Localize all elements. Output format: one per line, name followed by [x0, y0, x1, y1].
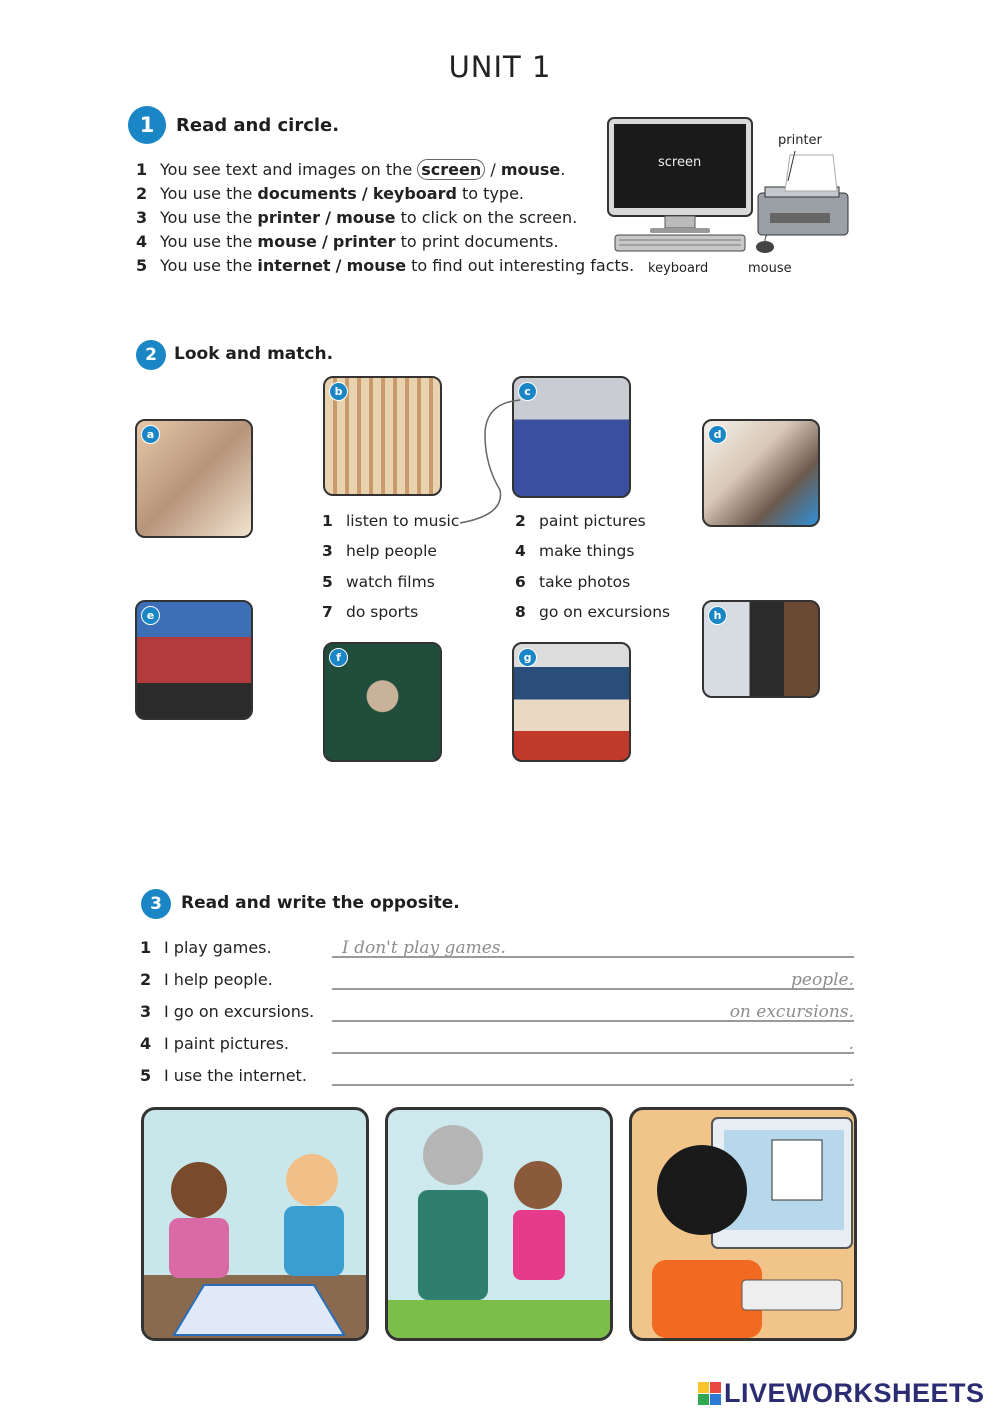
cartoon-helping-people — [385, 1107, 613, 1341]
photo-d[interactable]: d — [702, 419, 820, 527]
ex1-item-3: 3 You use the printer / mouse to click on the screen. — [136, 208, 578, 227]
option-1[interactable]: internet — [257, 256, 331, 275]
answer-input-5[interactable]: . — [332, 1064, 854, 1086]
exercise-2-heading: Look and match. — [174, 344, 334, 364]
computer-illustration — [605, 115, 865, 285]
circled-answer[interactable]: screen — [417, 159, 485, 180]
ex1-item-4: 4 You use the mouse / printer to print documents. — [136, 232, 559, 251]
photo-h[interactable]: h — [702, 600, 820, 698]
answer-input-3[interactable]: on excursions. — [332, 1000, 854, 1022]
photo-f[interactable]: f — [323, 642, 442, 762]
brand-name: LIVEWORKSHEETS — [724, 1378, 985, 1408]
match-item-2: 2 paint pictures — [515, 512, 646, 530]
answer-input-2[interactable]: people. — [332, 968, 854, 990]
match-item-1: 1 listen to music — [322, 512, 460, 530]
exercise-3-heading: Read and write the opposite. — [181, 893, 460, 913]
photo-g[interactable]: g — [512, 642, 631, 762]
match-item-4: 4 make things — [515, 542, 635, 560]
page-title: UNIT 1 — [448, 50, 552, 84]
ex3-item-3: 3 I go on excursions. — [140, 1002, 315, 1021]
option-2[interactable]: mouse — [336, 208, 396, 227]
printer-label: printer — [778, 133, 822, 148]
match-item-5: 5 watch films — [322, 573, 435, 591]
photo-e[interactable]: e — [135, 600, 253, 720]
ex1-item-5: 5 You use the internet / mouse to find out interesting facts. — [136, 256, 635, 275]
photo-a[interactable]: a — [135, 419, 253, 538]
ex3-item-2: 2 I help people. — [140, 970, 273, 989]
match-line — [455, 395, 535, 530]
ex3-item-4: 4 I paint pictures. — [140, 1034, 290, 1053]
exercise-3-badge: 3 — [141, 889, 171, 919]
exercise-1-heading: Read and circle. — [176, 115, 340, 136]
keyboard-label: keyboard — [648, 261, 709, 276]
match-item-3: 3 help people — [322, 542, 437, 560]
photo-c[interactable]: c — [512, 376, 631, 498]
option-2[interactable]: mouse — [346, 256, 407, 275]
ex3-item-1: 1 I play games. — [140, 938, 272, 957]
option-1[interactable]: mouse — [257, 232, 317, 251]
option-2[interactable]: keyboard — [372, 184, 457, 203]
ex1-item-2: 2 You use the documents / keyboard to type. — [136, 184, 525, 203]
screen-label: screen — [658, 155, 702, 170]
option-1[interactable]: printer — [257, 208, 321, 227]
match-item-7: 7 do sports — [322, 603, 419, 621]
logo-icon — [698, 1382, 721, 1405]
cartoon-using-internet — [629, 1107, 857, 1341]
photo-b[interactable]: b — [323, 376, 442, 496]
match-item-6: 6 take photos — [515, 573, 631, 591]
ex3-item-5: 5 I use the internet. — [140, 1066, 307, 1085]
option-2[interactable]: mouse — [500, 160, 561, 179]
option-1[interactable]: documents — [257, 184, 357, 203]
exercise-1-badge: 1 — [128, 106, 166, 144]
liveworksheets-logo[interactable] — [698, 1378, 985, 1409]
ex1-item-1: 1 You see text and images on the screen / mouse. — [136, 160, 566, 179]
exercise-2-badge: 2 — [136, 340, 166, 370]
answer-input-4[interactable]: . — [332, 1032, 854, 1054]
match-item-8: 8 go on excursions — [515, 603, 671, 621]
mouse-label: mouse — [748, 261, 792, 276]
option-2[interactable]: printer — [332, 232, 396, 251]
answer-input-1[interactable]: I don't play games. — [332, 936, 854, 958]
cartoon-playing-games — [141, 1107, 369, 1341]
